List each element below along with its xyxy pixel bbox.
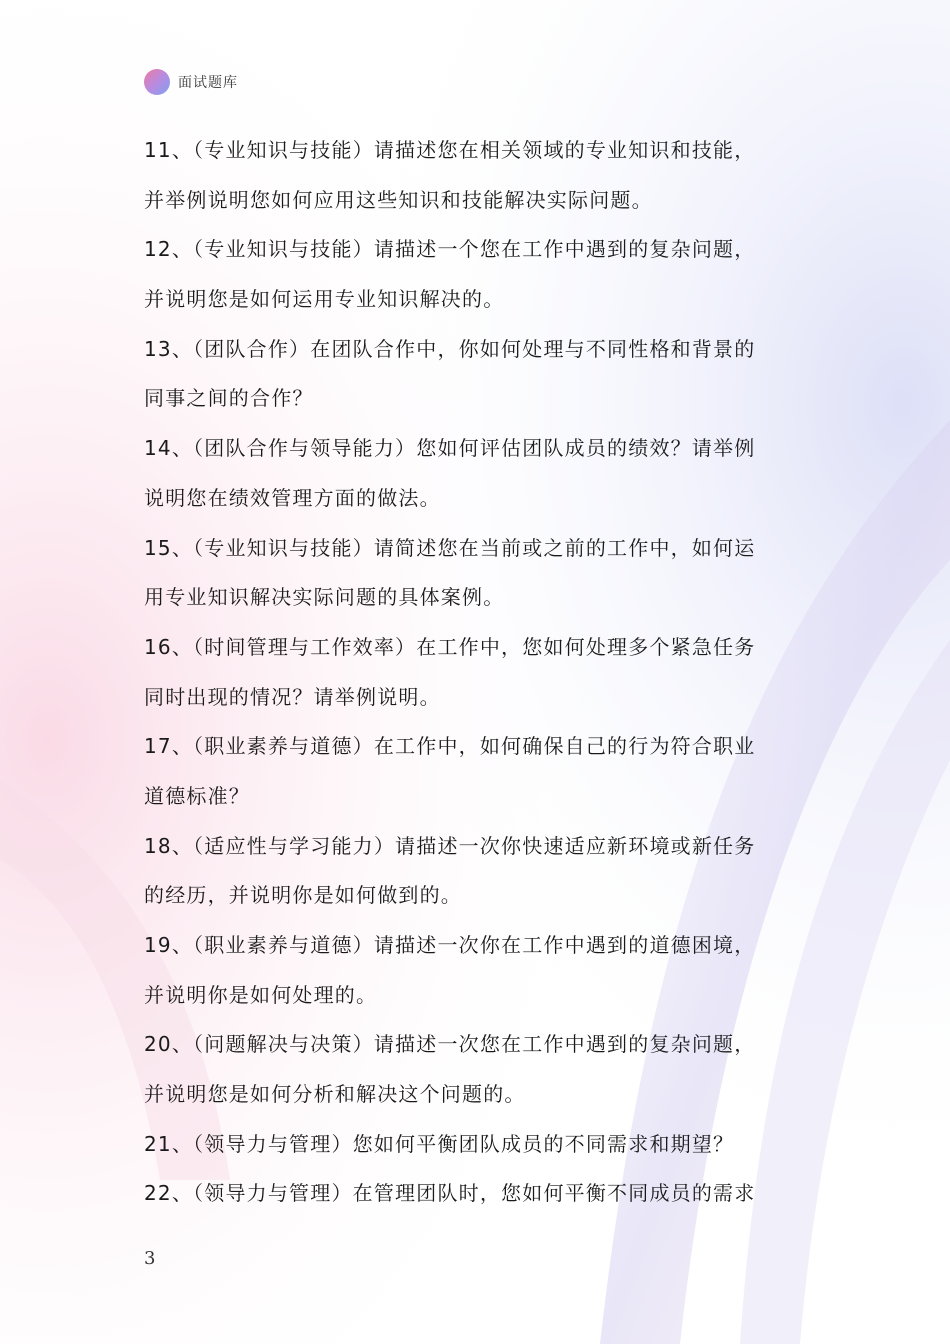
text-line: 并说明您是如何运用专业知识解决的。 xyxy=(144,287,505,312)
text-line: 13、（团队合作）在团队合作中，你如何处理与不同性格和背景的 xyxy=(144,336,756,361)
header-title: 面试题库 xyxy=(178,75,238,91)
text-line: 用专业知识解决实际问题的具体案例。 xyxy=(144,585,505,610)
question-list xyxy=(144,126,809,1219)
text-line: 21、（领导力与管理）您如何平衡团队成员的不同需求和期望？ xyxy=(144,1131,735,1156)
text-line: 16、（时间管理与工作效率）在工作中，您如何处理多个紧急任务 xyxy=(144,634,756,659)
text-line: 15、（专业知识与技能）请简述您在当前或之前的工作中，如何运 xyxy=(144,535,756,560)
text-line: 11、（专业知识与技能）请描述您在相关领域的专业知识和技能， xyxy=(144,138,756,162)
text-line: 同事之间的合作？ xyxy=(144,386,314,411)
text-line: 说明您在绩效管理方面的做法。 xyxy=(144,485,441,510)
page-number: 3 xyxy=(144,1248,156,1269)
text-line: 17、（职业素养与道德）在工作中，如何确保自己的行为符合职业 xyxy=(144,734,756,759)
text-line: 道德标准？ xyxy=(144,783,250,808)
text-line: 12、（专业知识与技能）请描述一个您在工作中遇到的复杂问题， xyxy=(144,237,756,262)
text-line: 18、（适应性与学习能力）请描述一次你快速适应新环境或新任务 xyxy=(144,833,756,858)
text-line: 22、（领导力与管理）在管理团队时，您如何平衡不同成员的需求 xyxy=(144,1181,756,1206)
text-line: 的经历，并说明你是如何做到的。 xyxy=(144,883,462,908)
text-line: 14、（团队合作与领导能力）您如何评估团队成员的绩效？请举例 xyxy=(144,436,756,461)
text-line: 同时出现的情况？请举例说明。 xyxy=(144,684,441,709)
text-line: 并说明你是如何处理的。 xyxy=(144,982,378,1007)
header xyxy=(144,68,238,96)
text-line: 19、（职业素养与道德）请描述一次你在工作中遇到的道德困境， xyxy=(144,933,756,957)
text-line: 并说明您是如何分析和解决这个问题的。 xyxy=(144,1082,526,1107)
text-line: 并举例说明您如何应用这些知识和技能解决实际问题。 xyxy=(144,187,653,212)
text-line: 20、（问题解决与决策）请描述一次您在工作中遇到的复杂问题， xyxy=(144,1032,756,1057)
logo-icon xyxy=(144,69,170,95)
